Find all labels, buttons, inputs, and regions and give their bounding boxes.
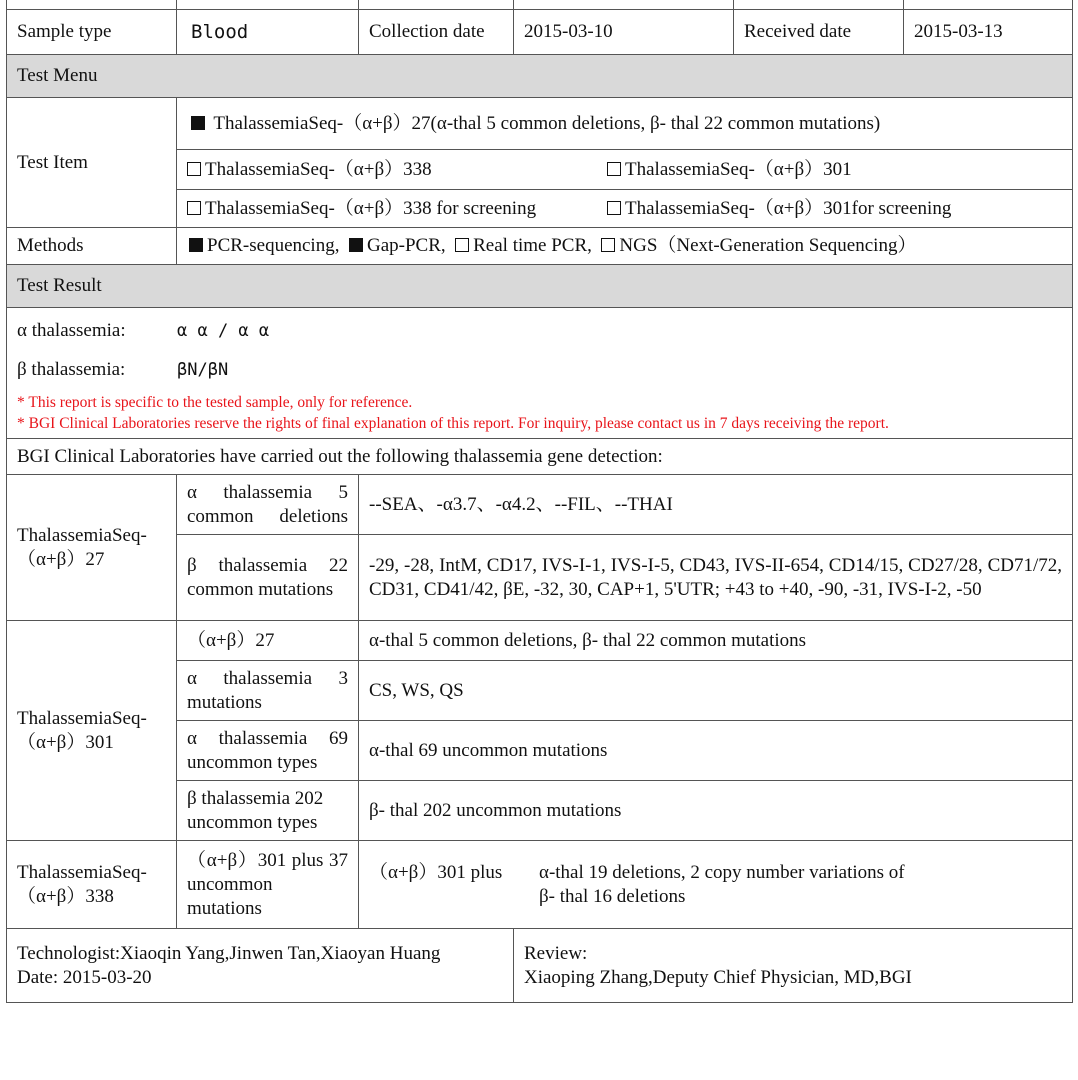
panel-301-category-1: （α+β）27 (177, 621, 359, 661)
methods-label: Methods (7, 228, 177, 265)
unchecked-box-icon (455, 238, 469, 252)
sample-type-label: Sample type (7, 10, 177, 55)
beta-label: β thalassemia: (17, 359, 126, 380)
technologist-names: Technologist:Xiaoqin Yang,Jinwen Tan,Xiaoyan Huang (17, 942, 441, 964)
panel-338-desc-text: α-thal 19 deletions, 2 copy number variations of β- thal 16 deletions (539, 861, 905, 907)
panel-301-category-2: α thalassemia 3 mutations (177, 661, 359, 721)
panel-27-desc-2: -29, -28, IntM, CD17, IVS-I-1, IVS-I-5, CD43, IVS-II-654, CD14/15, CD27/28, CD71/72, CD31, CD41/42, βE, -32, 30, CAP+1, 5'UTR; +43 to +40, -90, -31, IVS-I-2, -50 (359, 535, 1073, 621)
panel-301-category-3: α thalassemia 69 uncommon types (177, 721, 359, 781)
panel-338-category: （α+β）301 plus 37 uncommon mutations (177, 841, 359, 929)
test-item-label: Test Item (7, 98, 177, 228)
panel-301-desc-4: β- thal 202 uncommon mutations (359, 781, 1073, 841)
test-item-27: ThalassemiaSeq-（α+β）27(α-thal 5 common deletions, β- thal 22 common mutations) (177, 98, 1073, 150)
review-block (514, 929, 1073, 1003)
panel-301-category-4: β thalassemia 202 uncommon types (177, 781, 359, 841)
test-item-row-2 (177, 150, 1073, 190)
panel-301-desc-2: CS, WS, QS (359, 661, 1073, 721)
test-item-row-3 (177, 190, 1073, 228)
note-1: * This report is specific to the tested sample, only for reference. (17, 394, 413, 411)
panel-27-category-1: α thalassemia 5 common deletions (177, 475, 359, 535)
collection-date-value: 2015-03-10 (514, 10, 734, 55)
unchecked-box-icon (601, 238, 615, 252)
unchecked-box-icon (607, 201, 621, 215)
alpha-label: α thalassemia: (17, 320, 126, 341)
test-menu-header: Test Menu (7, 55, 1073, 98)
panel-301-desc-3: α-thal 69 uncommon mutations (359, 721, 1073, 781)
report-date: Date: 2015-03-20 (17, 966, 152, 988)
panel-301-name: ThalassemiaSeq- （α+β）301 (7, 621, 177, 841)
detection-intro: BGI Clinical Laboratories have carried out the following thalassemia gene detection: (7, 439, 1073, 475)
panel-338-desc (359, 841, 1073, 929)
checked-box-icon (189, 238, 203, 252)
beta-result (17, 348, 1062, 392)
alpha-result (17, 314, 1062, 348)
collection-date-label: Collection date (359, 10, 514, 55)
unchecked-box-icon (607, 162, 621, 176)
alpha-value: α α / α α (177, 321, 270, 341)
checked-box-icon (349, 238, 363, 252)
panel-27-desc-1: --SEA、-α3.7、-α4.2、--FIL、--THAI (359, 475, 1073, 535)
beta-value: βN/βN (177, 360, 229, 380)
review-label: Review: (524, 942, 588, 964)
test-item-301-screening: ThalassemiaSeq-（α+β）301for screening (597, 197, 1072, 221)
panel-338-name: ThalassemiaSeq- （α+β）338 (7, 841, 177, 929)
sample-type-value: Blood (177, 10, 359, 55)
unchecked-box-icon (187, 162, 201, 176)
technologist-block (7, 929, 514, 1003)
test-item-338-screening: ThalassemiaSeq-（α+β）338 for screening (177, 197, 597, 221)
unchecked-box-icon (187, 201, 201, 215)
panel-27-name: ThalassemiaSeq- （α+β）27 (7, 475, 177, 621)
received-date-value: 2015-03-13 (904, 10, 1073, 55)
received-date-label: Received date (734, 10, 904, 55)
methods-list: PCR-sequencing, Gap-PCR, Real time PCR, NGS（Next-Generation Sequencing） (177, 228, 1073, 265)
note-2: * BGI Clinical Laboratories reserve the rights of final explanation of this report. For inquiry, please contact us in 7 days receiving the report. (17, 415, 889, 432)
checked-box-icon (191, 116, 205, 130)
reviewer-name: Xiaoping Zhang,Deputy Chief Physician, MD,BGI (524, 966, 912, 988)
test-item-301: ThalassemiaSeq-（α+β）301 (597, 158, 1072, 182)
panel-301-desc-1: α-thal 5 common deletions, β- thal 22 common mutations (359, 621, 1073, 661)
result-block (7, 308, 1073, 439)
panel-27-category-2: β thalassemia 22 common mutations (177, 535, 359, 621)
test-item-338: ThalassemiaSeq-（α+β）338 (177, 158, 597, 182)
report-table (6, 0, 1073, 1003)
panel-338-desc-prefix: （α+β）301 plus (369, 861, 503, 883)
test-result-header: Test Result (7, 265, 1073, 308)
